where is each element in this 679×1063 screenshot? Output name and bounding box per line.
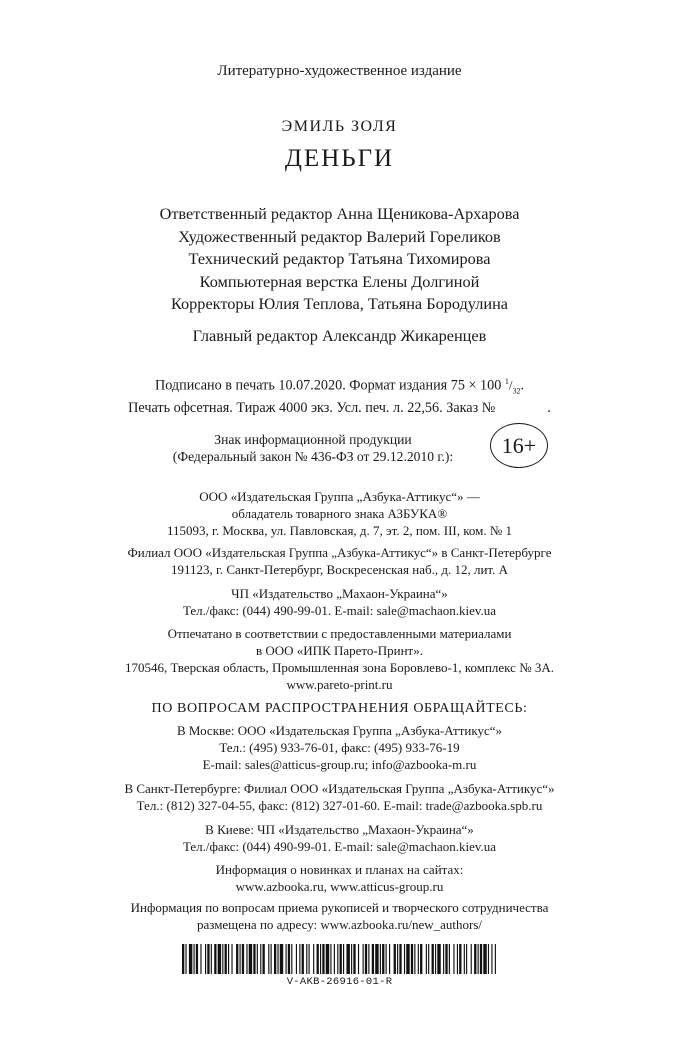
printer-url: www.pareto-print.ru [286,677,393,692]
barcode-bar [399,944,401,974]
barcode-bar [457,944,458,974]
machaon-line: ЧП «Издательство „Махаон-Украина“» [231,586,448,601]
barcode-bar [353,944,355,974]
barcode-bar [228,944,229,974]
barcode-bar [196,944,198,974]
barcode-bar [286,944,287,974]
staff-line: Корректоры Юлия Теплова, Татьяна Бородулина [170,294,509,314]
publisher-block [0,488,679,539]
barcode-bar [453,944,454,974]
barcode-bar [240,944,241,974]
barcode-code: V-AKB-26916-01-R [286,976,393,988]
barcode-bar [488,944,489,974]
moscow-line: Тел.: (495) 933-76-01, факс: (495) 933-76-19 [219,740,460,755]
moscow-line: E-mail: sales@atticus-group.ru; info@azbooka-m.ru [202,757,477,772]
barcode-bar [288,944,290,974]
info-sites [0,861,679,895]
barcode-bar [365,944,367,974]
spb-branch-line: 191123, г. Санкт-Петербург, Воскресенская наб., д. 12, лит. А [171,562,508,577]
barcode-bar [426,944,427,974]
barcode-bar [291,944,292,974]
print-line-2 [0,400,679,417]
barcode-bar [340,944,342,974]
kiev-line: В Киеве: ЧП «Издательство „Махаон-Украина“» [205,822,474,837]
barcode-bar [449,944,450,974]
barcode-bar [211,944,212,974]
barcode-bar [182,944,184,974]
printer-line: Отпечатано в соответствии с предоставленными материалами [167,626,512,641]
spb-line: Тел.: (812) 327-04-55, факс: (812) 327-01-60. E-mail: trade@azbooka.spb.ru [136,798,543,813]
manuscripts-line: размещена по адресу: www.azbooka.ru/new_authors/ [196,917,483,932]
format-period: . [520,377,525,394]
barcode-bar [464,944,465,974]
age-sign-block [0,421,679,471]
barcode-bar [299,944,300,974]
barcode-bar [420,944,422,974]
age-rating-badge: 16+ [490,423,548,468]
print-format-text: Подписано в печать 10.07.2020. Формат издания 75 × 100 [154,377,505,394]
barcode-bar [194,944,195,974]
barcode-bar [466,944,467,974]
distribution-kiev [0,821,679,855]
barcode-bar [313,944,314,974]
barcode-bar [491,944,492,974]
barcode-bar [337,944,338,974]
barcode-bar [263,944,265,974]
barcode-bar [471,944,472,974]
barcode-bar [277,944,278,974]
barcode-bar [236,944,238,974]
barcode-bar [495,944,496,974]
edition-type: Литературно-художественное издание [217,63,462,79]
print-line-1 [0,373,679,400]
barcode-bar [358,944,359,974]
barcode-bar [302,944,304,974]
staff-line: Компьютерная верстка Елены Долгиной [199,271,480,291]
barcode-bar [207,944,209,974]
barcode-bar [222,944,223,974]
barcode-bar [363,944,364,974]
barcode-bar [271,944,272,974]
printer-line: в ООО «ИПК Парето-Принт». [255,643,423,658]
barcode-bar [218,944,221,974]
author-name: ЭМИЛЬ ЗОЛЯ [281,118,398,135]
barcode [182,944,496,974]
barcode-bar [404,944,405,974]
barcode-bar [480,944,482,974]
spb-branch-block [0,544,679,578]
chief-editor: Главный редактор Александр Жикаренцев [192,326,487,345]
barcode-bar [406,944,409,974]
barcode-bar [317,944,319,974]
staff-line: Ответственный редактор Анна Щеникова-Архарова [159,204,520,223]
format-slash: / [508,377,513,393]
barcode-bar [330,944,331,974]
info-sites-line: Информация о новинках и планах на сайтах: [215,862,464,877]
barcode-bar [322,944,324,974]
barcode-bar [343,944,344,974]
age-sign-line-2: (Федеральный закон № 436-ФЗ от 29.12.2010 г.): [172,449,454,464]
manuscripts-line: Информация по вопросам приема рукописей и творческого сотрудничества [130,900,549,915]
machaon-block [0,585,679,619]
print-order-text: Печать офсетная. Тираж 4000 экз. Усл. печ. л. 22,56. Заказ № [128,399,496,416]
kiev-line: Тел./факс: (044) 490-99-01. E-mail: sale@machaon.kiev.ua [182,839,497,854]
barcode-bar [189,944,192,974]
moscow-line: В Москве: ООО «Издательская Группа „Азбука-Аттикус“» [176,723,503,738]
barcode-bar [437,944,440,974]
barcode-bar [214,944,216,974]
format-numerator: 1 [504,377,509,386]
barcode-bar [185,944,186,974]
barcode-bar [253,944,255,974]
barcode-bar [372,944,374,974]
spb-branch-line: Филиал ООО «Издательская Группа „Азбука-Аттикус“» в Санкт-Петербурге [127,545,552,560]
barcode-bar [242,944,244,974]
publisher-line: 115093, г. Москва, ул. Павловская, д. 7, эт. 2, пом. III, ком. № 1 [166,523,513,538]
barcode-bar [351,944,352,974]
staff-line: Художественный редактор Валерий Гореликов [178,226,501,246]
barcode-bar [306,944,307,974]
barcode-bar [380,944,381,974]
barcode-bar [375,944,378,974]
barcode-bar [200,944,201,974]
distribution-spb [0,780,679,814]
barcode-bar [320,944,321,974]
barcode-bar [225,944,227,974]
barcode-bar [249,944,252,974]
printer-line: 170546, Тверская область, Промышленная зона Боровлево-1, комплекс № 3А. [125,660,554,675]
barcode-bar [428,944,429,974]
barcode-bar [382,944,384,974]
age-sign-line-1: Знак информационной продукции [214,432,412,447]
book-title: ДЕНЬГИ [284,145,395,172]
barcode-bar [386,944,387,974]
barcode-bar [274,944,276,974]
barcode-bar [478,944,479,974]
barcode-bar [474,944,476,974]
format-denominator: 32 [512,386,521,396]
age-sign-text [140,431,486,465]
distribution-moscow [0,722,679,773]
staff-list [0,203,679,316]
barcode-bar [445,944,447,974]
barcode-bar [326,944,329,974]
print-info [0,373,679,417]
barcode-bar [205,944,206,974]
barcode-bar [231,944,232,974]
barcode-bar [268,944,269,974]
barcode-bar [346,944,349,974]
barcode-bar [459,944,461,974]
barcode-bar [260,944,261,974]
info-sites-line: www.azbooka.ru, www.atticus-group.ru [235,879,444,894]
barcode-bar [334,944,335,974]
distribution-heading: ПО ВОПРОСАМ РАСПРОСТРАНЕНИЯ ОБРАЩАЙТЕСЬ: [151,701,528,716]
barcode-bar [483,944,486,974]
staff-line: Технический редактор Татьяна Тихомирова [188,249,491,269]
publisher-line: ООО «Издательская Группа „Азбука-Аттикус“» — [199,489,480,504]
printer-block [0,625,679,693]
barcode-bar [394,944,396,974]
barcode-bar [246,944,247,974]
order-period: . [547,399,551,416]
barcode-bar [280,944,283,974]
barcode-bar [432,944,434,974]
barcode-bar [443,944,444,974]
barcode-bar [389,944,390,974]
barcode-bar [397,944,398,974]
barcode-bar [435,944,436,974]
barcode-bar [368,944,369,974]
barcode-bar [309,944,310,974]
barcode-bar [296,944,297,974]
machaon-line: Тел./факс: (044) 490-99-01. E-mail: sale@machaon.kiev.ua [182,603,497,618]
spb-line: В Санкт-Петербурге: Филиал ООО «Издательская Группа „Азбука-Аттикус“» [124,781,555,796]
barcode-bar [418,944,419,974]
manuscripts-info [0,899,679,933]
barcode-bar [257,944,258,974]
barcode-bar [411,944,413,974]
publisher-line: обладатель товарного знака АЗБУКА® [231,506,448,521]
barcode-bar [414,944,415,974]
